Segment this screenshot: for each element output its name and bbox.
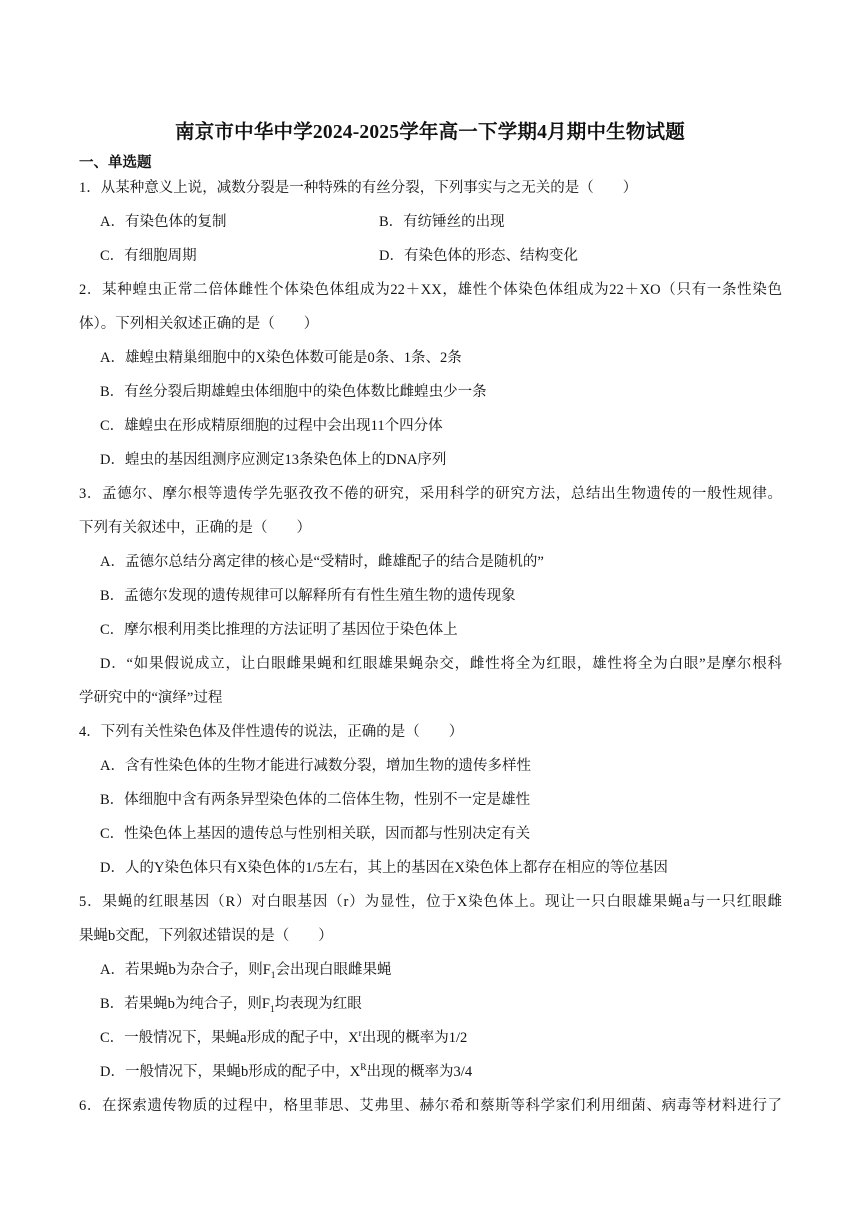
question-2-option-c: C．雄蝗虫在形成精原细胞的过程中会出现11个四分体	[100, 418, 443, 434]
question-3-option-d-line2: 学研究中的“演绎”过程	[79, 690, 223, 706]
question-3-option-c: C．摩尔根利用类比推理的方法证明了基因位于染色体上	[100, 622, 458, 638]
question-3-option-d-line1: D．“如果假说成立，让白眼雌果蝇和红眼雄果蝇杂交，雌性将全为红眼，雄性将全为白眼”是摩尔根科	[100, 656, 782, 672]
question-2-stem-line2: 体）。下列相关叙述正确的是（ ）	[79, 316, 319, 332]
question-2-option-a: A．雄蝗虫精巢细胞中的X染色体数可能是0条、1条、2条	[100, 350, 462, 366]
question-4-option-d: D．人的Y染色体只有X染色体的1/5左右，其上的基因在X染色体上都存在相应的等位基因	[100, 860, 668, 876]
question-5-option-d	[100, 1062, 472, 1082]
question-4-option-b: B．体细胞中含有两条异型染色体的二倍体生物，性别不一定是雄性	[100, 792, 531, 808]
question-5-option-b	[100, 994, 362, 1014]
question-4-option-a: A．含有性染色体的生物才能进行减数分裂，增加生物的遗传多样性	[100, 758, 531, 774]
question-5-option-c-text: C．一般情况下，果蝇a形成的配子中，X	[100, 1030, 359, 1046]
superscript: r	[358, 1029, 362, 1040]
section-heading: 一、单选题	[79, 155, 152, 171]
question-5-option-a-text: A．若果蝇b为杂合子，则F	[100, 962, 271, 978]
question-3-stem-line2: 下列有关叙述中，正确的是（ ）	[79, 520, 311, 536]
question-5-stem-line1: 5．果蝇的红眼基因（R）对白眼基因（r）为显性，位于X染色体上。现让一只白眼雄果蝇a与一只红眼雌	[79, 894, 782, 910]
question-3-option-b: B．孟德尔发现的遗传规律可以解释所有有性生殖生物的遗传现象	[100, 588, 516, 604]
question-4-option-c: C．性染色体上基因的遗传总与性别相关联，因而都与性别决定有关	[100, 826, 531, 842]
question-5-stem-line2: 果蝇b交配，下列叙述错误的是（ ）	[79, 928, 333, 944]
question-3-stem-line1: 3．孟德尔、摩尔根等遗传学先驱孜孜不倦的研究，采用科学的研究方法，总结出生物遗传的一般性规律。	[79, 486, 782, 502]
question-5-option-d-text-end: 出现的概率为3/4	[366, 1064, 473, 1080]
question-5-option-c	[100, 1028, 467, 1048]
question-5-option-b-text: B．若果蝇b为纯合子，则F	[100, 996, 270, 1012]
question-2-option-b: B．有丝分裂后期雄蝗虫体细胞中的染色体数比雌蝗虫少一条	[100, 384, 487, 400]
question-1-option-c: C．有细胞周期	[100, 248, 197, 264]
question-1-option-a: A．有染色体的复制	[100, 214, 227, 230]
question-2-stem-line1: 2．某种蝗虫正常二倍体雌性个体染色体组成为22＋XX，雄性个体染色体组成为22＋XO（只有一条性染色	[79, 282, 782, 298]
subscript: 1	[270, 970, 276, 981]
page-title: 南京市中华中学2024-2025学年高一下学期4月期中生物试题	[175, 122, 685, 143]
question-5-option-a	[100, 960, 392, 980]
question-5-option-d-text: D．一般情况下，果蝇b形成的配子中，X	[100, 1064, 361, 1080]
question-6-stem-line1: 6．在探索遗传物质的过程中，格里菲思、艾弗里、赫尔希和蔡斯等科学家们利用细菌、病毒等材料进行了	[79, 1098, 782, 1114]
question-1-option-b: B．有纺锤丝的出现	[379, 214, 505, 230]
question-4-stem: 4．下列有关性染色体及伴性遗传的说法，正确的是（ ）	[79, 724, 464, 740]
subscript: 1	[270, 1004, 275, 1015]
question-1-option-d: D．有染色体的形态、结构变化	[379, 248, 578, 264]
question-2-option-d: D．蝗虫的基因组测序应测定13条染色体上的DNA序列	[100, 452, 447, 468]
question-5-option-a-text-end: 会出现白眼雌果蝇	[275, 962, 392, 978]
question-3-option-a: A．孟德尔总结分离定律的核心是“受精时，雌雄配子的结合是随机的”	[100, 554, 544, 570]
question-5-option-b-text-end: 均表现为红眼	[274, 996, 362, 1012]
superscript: R	[360, 1063, 367, 1074]
question-5-option-c-text-end: 出现的概率为1/2	[361, 1030, 468, 1046]
question-1-stem: 1．从某种意义上说，减数分裂是一种特殊的有丝分裂，下列事实与之无关的是（ ）	[79, 180, 638, 196]
